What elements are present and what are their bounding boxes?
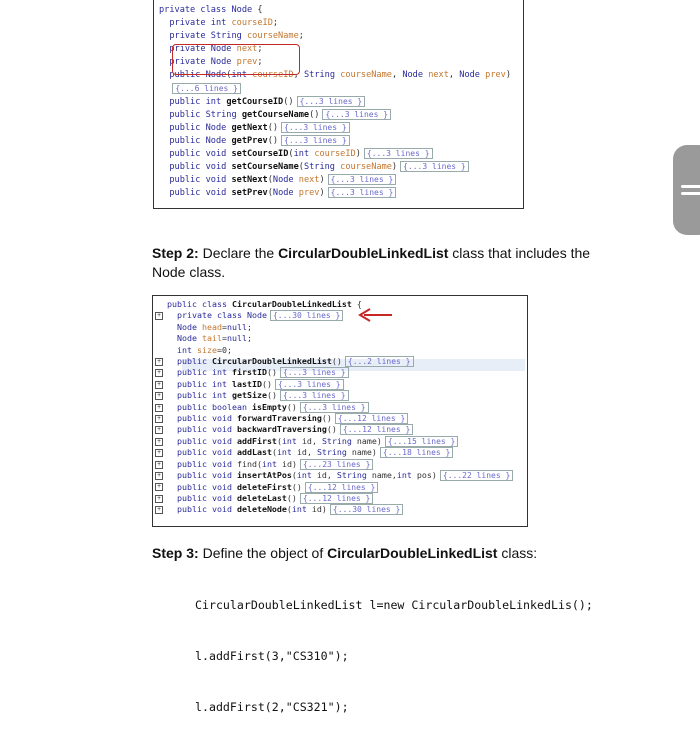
fold-marker[interactable]: {...3 lines }: [281, 122, 350, 133]
fold-marker[interactable]: {...23 lines }: [300, 459, 373, 470]
fold-marker[interactable]: {...12 lines }: [300, 493, 373, 504]
next-prev-highlight-box: [172, 44, 300, 75]
code-text: int size=0;: [177, 344, 232, 355]
code-line: [167, 436, 513, 447]
code-text: public Node(int courseID, String courseName, Node next, Node prev): [169, 70, 512, 81]
expand-icon[interactable]: +: [155, 438, 163, 446]
side-panel-handle[interactable]: [673, 145, 700, 235]
fold-marker[interactable]: {...3 lines }: [297, 96, 366, 107]
expand-icon[interactable]: +: [155, 369, 163, 377]
step-3-code-line: CircularDoubleLinkedList l=new CircularDoubleLinkedLis();: [195, 598, 593, 612]
code-line: [167, 504, 513, 515]
code-line: [167, 356, 513, 367]
code-line: [167, 424, 513, 435]
code-line: [167, 333, 513, 344]
fold-marker[interactable]: {...6 lines }: [172, 83, 241, 94]
fold-marker[interactable]: {...3 lines }: [400, 161, 469, 172]
code-text: public String getCourseName(): [169, 109, 320, 120]
circular-list-code-block: [152, 295, 528, 527]
step-3-text-before: Define the object of: [198, 545, 328, 561]
code-text: private class Node: [177, 310, 267, 321]
code-line: [159, 17, 511, 30]
expand-icon[interactable]: +: [155, 506, 163, 514]
step-2-class-name: CircularDoubleLinkedList: [278, 245, 449, 261]
code-line: [167, 322, 513, 333]
code-text: public int getCourseID(): [169, 96, 294, 107]
code-line: [167, 310, 513, 321]
code-line: [159, 83, 511, 96]
step-3-label: Step 3:: [152, 545, 199, 561]
expand-icon[interactable]: +: [155, 415, 163, 423]
code-line: [159, 148, 511, 161]
code-text: Node tail=null;: [177, 333, 252, 344]
code-text: public void forwardTraversing(): [177, 413, 332, 424]
code-line: [159, 161, 511, 174]
expand-icon[interactable]: +: [155, 358, 163, 366]
code-line: [167, 413, 513, 424]
expand-icon[interactable]: +: [155, 426, 163, 434]
code-text: private int courseID;: [169, 18, 279, 29]
code-line: [159, 30, 511, 43]
code-line: [167, 390, 513, 401]
expand-icon[interactable]: +: [155, 472, 163, 480]
code-line: [167, 299, 513, 310]
fold-marker[interactable]: {...12 lines }: [340, 424, 413, 435]
arrow-icon: [356, 307, 396, 323]
node-class-code-block: [153, 0, 524, 209]
step-3-text-after: class:: [497, 545, 538, 561]
code-text: public void setNext(Node next): [169, 175, 325, 186]
fold-marker[interactable]: {...3 lines }: [300, 402, 369, 413]
fold-marker[interactable]: {...2 lines }: [345, 356, 414, 367]
expand-icon[interactable]: +: [155, 404, 163, 412]
code-line: [167, 493, 513, 504]
code-text: private class Node {: [159, 5, 263, 15]
code-text: public CircularDoubleLinkedList(): [177, 356, 342, 367]
fold-marker[interactable]: {...3 lines }: [364, 148, 433, 159]
fold-marker[interactable]: {...18 lines }: [380, 447, 453, 458]
code-text: private String courseName;: [169, 31, 304, 42]
fold-marker[interactable]: {...3 lines }: [275, 379, 344, 390]
code-line: [159, 135, 511, 148]
step-2-text-before: Declare the: [198, 245, 279, 261]
fold-marker[interactable]: {...3 lines }: [281, 135, 350, 146]
code-line: [167, 367, 513, 378]
code-text: public void setCourseName(String courseName): [169, 162, 398, 173]
expand-icon[interactable]: +: [155, 381, 163, 389]
code-text: public void setPrev(Node prev): [169, 188, 325, 199]
code-text: public void deleteFirst(): [177, 481, 302, 492]
code-text: public void deleteNode(int id): [177, 504, 327, 515]
step-3-class-name: CircularDoubleLinkedList: [327, 545, 498, 561]
code-text: public int getSize(): [177, 390, 277, 401]
step-2-text-after: class that includes the: [448, 245, 591, 261]
code-text: public Node getPrev(): [169, 135, 279, 146]
fold-marker[interactable]: {...3 lines }: [322, 109, 391, 120]
step-3-code-line: l.addFirst(2,"CS321");: [195, 700, 349, 714]
step-3-code-line: l.addFirst(3,"CS310");: [195, 649, 349, 663]
code-line: [159, 174, 511, 187]
fold-marker[interactable]: {...12 lines }: [305, 482, 378, 493]
fold-marker[interactable]: {...12 lines }: [335, 413, 408, 424]
fold-marker[interactable]: {...3 lines }: [280, 367, 349, 378]
expand-icon[interactable]: +: [155, 461, 163, 469]
code-text: public boolean isEmpty(): [177, 401, 297, 412]
fold-marker[interactable]: {...30 lines }: [270, 310, 343, 321]
code-text: public void find(int id): [177, 458, 297, 469]
code-line: [167, 470, 513, 481]
fold-marker[interactable]: {...3 lines }: [328, 187, 397, 198]
fold-marker[interactable]: {...3 lines }: [328, 174, 397, 185]
code-text: private Node next;: [169, 44, 263, 55]
expand-icon[interactable]: +: [155, 483, 163, 491]
expand-icon[interactable]: +: [155, 495, 163, 503]
code-text: public class CircularDoubleLinkedList {: [167, 299, 362, 309]
code-line: [159, 187, 511, 200]
code-text: public void backwardTraversing(): [177, 424, 337, 435]
step-2-label: Step 2:: [152, 245, 199, 261]
step-3-text: [152, 544, 672, 563]
code-text: [159, 84, 169, 94]
fold-marker[interactable]: {...3 lines }: [280, 390, 349, 401]
step-2-line2: Node class.: [152, 264, 226, 280]
handle-bar-icon: [681, 185, 700, 188]
expand-icon[interactable]: +: [155, 312, 163, 320]
code-line: [159, 109, 511, 122]
code-line: [167, 379, 513, 390]
code-line: [167, 482, 513, 493]
step-2-text: [152, 244, 632, 282]
code-line: [159, 122, 511, 135]
step-3-code: [195, 563, 593, 733]
code-text: public void addLast(int id, String name): [177, 447, 377, 458]
code-text: public int lastID(): [177, 378, 272, 389]
expand-icon[interactable]: +: [155, 392, 163, 400]
handle-bar-icon: [681, 192, 700, 195]
code-line: [159, 4, 511, 17]
code-text: public int firstID(): [177, 367, 277, 378]
code-text: private Node prev;: [169, 57, 263, 68]
fold-marker[interactable]: {...30 lines }: [330, 504, 403, 515]
expand-icon[interactable]: +: [155, 449, 163, 457]
code-line: [167, 345, 513, 356]
code-text: public void addFirst(int id, String name): [177, 435, 382, 446]
code-text: Node head=null;: [177, 321, 252, 332]
code-line: [167, 459, 513, 470]
code-line: [167, 402, 513, 413]
fold-marker[interactable]: {...15 lines }: [385, 436, 458, 447]
code-listing-node: [159, 4, 511, 200]
code-text: public void deleteLast(): [177, 492, 297, 503]
code-line: [167, 447, 513, 458]
code-text: public void setCourseID(int courseID): [169, 149, 361, 160]
code-listing-circular: [167, 299, 513, 516]
code-text: public Node getNext(): [169, 122, 279, 133]
code-text: public void insertAtPos(int id, String name,int pos): [177, 470, 437, 481]
fold-marker[interactable]: {...22 lines }: [440, 470, 513, 481]
code-line: [159, 96, 511, 109]
